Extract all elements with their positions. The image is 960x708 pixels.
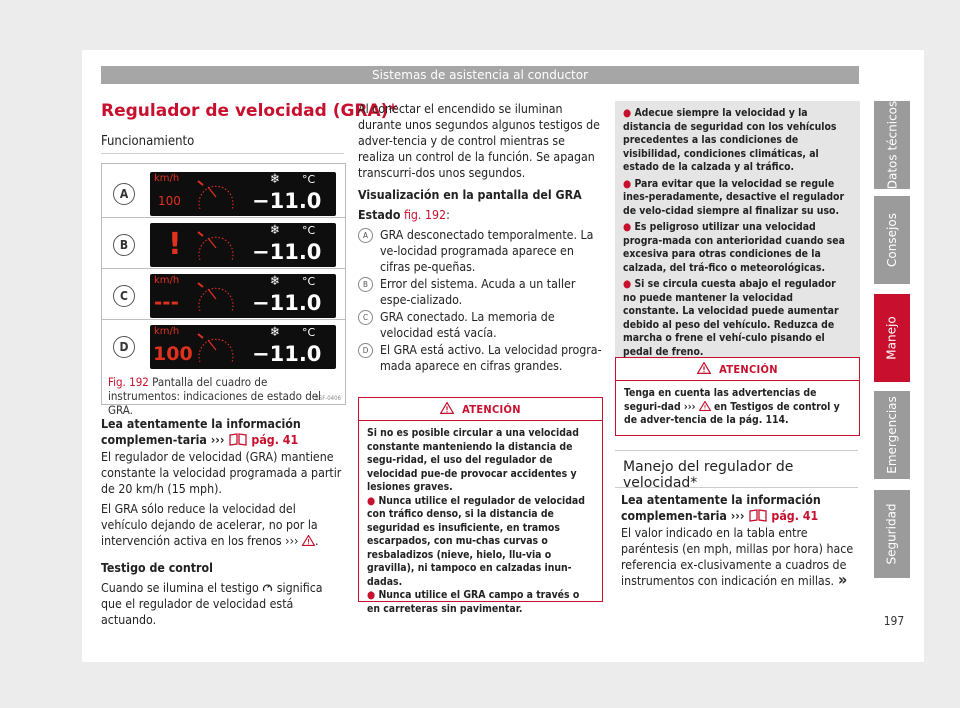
estado-colon: :: [446, 208, 450, 222]
col1-para-3a: Cuando se ilumina el testigo: [101, 581, 259, 595]
display-temperature: −11.0: [252, 291, 322, 315]
col2-text: [358, 101, 602, 375]
instrument-display: [150, 325, 336, 369]
figure-caption-text: Pantalla del cuadro de instrumentos: indicaciones de estado del GRA.: [108, 375, 322, 417]
warning-2-text-a: Tenga en cuenta las advertencias de seguri-dad ›››: [624, 387, 817, 413]
display-speed-value: !: [168, 227, 182, 262]
speedometer-dial-icon: [194, 226, 238, 266]
row-letter-circle: C: [113, 285, 135, 307]
estado-label: Estado: [358, 208, 401, 222]
state-text: Error del sistema. Acuda a un taller espe-cializado.: [380, 277, 576, 307]
display-speed-value: 100: [158, 194, 181, 208]
cont-bullet-2: ● Para evitar que la velocidad se regule ines-peradamente, desactive el regulador de velo-cidad siempre al finalizar su uso.: [623, 177, 845, 217]
tab-datos-tecnicos[interactable]: [874, 101, 910, 189]
display-speed-value: ---: [154, 290, 179, 314]
instrument-display: [150, 274, 336, 318]
warning-box-1-body: [359, 421, 602, 622]
page-number: 197: [883, 614, 905, 628]
intro-note: Lea atentamente la información complemen-taria ›››: [101, 417, 301, 447]
warning-1-para: Si no es posible circular a una velocidad constante manteniendo la distancia de segu-ridad, el uso del regulador de velocidad pue-de provocar accidentes y lesiones graves.: [367, 427, 579, 493]
warning-box-1-title: ATENCIÓN: [462, 402, 521, 416]
figure-row-label: [102, 323, 146, 371]
speedometer-dial-icon: [194, 175, 238, 215]
cont-bullet-2-text: Para evitar que la velocidad se regule ines-peradamente, desactive el regulador de velo-cidad siempre al finalizar su uso.: [623, 177, 845, 217]
state-text: El GRA está activo. La velocidad progra-mada aparece en cifras grandes.: [380, 343, 602, 373]
state-text: GRA desconectado temporalmente. La ve-locidad programada aparece en cifras pe-queñas.: [380, 228, 594, 274]
state-letter: A: [358, 228, 373, 243]
tab-consejos[interactable]: [874, 196, 910, 284]
display-degree-unit: °C: [302, 326, 316, 339]
book-icon: [228, 433, 248, 447]
instrument-display: [150, 223, 336, 267]
figure-number: Fig. 192: [108, 375, 149, 389]
display-temperature: −11.0: [252, 342, 322, 366]
row-letter-circle: B: [113, 234, 135, 256]
state-item: [358, 227, 602, 275]
warning-icon: [697, 362, 711, 377]
cont-bullet-1: ● Adecue siempre la velocidad y la distancia de seguridad con los vehículos precedentes a las condiciones de visibilidad, condiciones climáticas, al estado de la calzada y al tráfico.: [623, 107, 837, 173]
cont-bullet-3: ● Es peligroso utilizar una velocidad progra-mada con anterioridad cuando sea excesiva para otras condiciones de la calzada, del trá-fico o meteorológicas.: [623, 221, 845, 274]
tab-label: Seguridad: [885, 503, 900, 565]
col1-para-1: El regulador de velocidad (GRA) mantiene constante la velocidad programada a partir de 20 km/h (15 mph).: [101, 450, 342, 496]
warning-1-bullet-2: ● Nunca utilice el GRA campo a través o en carreteras sin pavimentar.: [367, 589, 580, 615]
warning-1-bullet-1-text: Nunca utilice el regulador de velocidad con tráfico denso, si la distancia de seguridad es insuficiente, en tramos escarpados, con mu-chas curvas o resbaladizos (nieve, hielo, llu-via o gravilla), ni tampoco en calzadas inun-dadas.: [367, 494, 585, 588]
warning-icon: [302, 534, 315, 548]
warning-box-2-body: [616, 381, 859, 434]
intro-page-link[interactable]: pág. 41: [251, 433, 299, 447]
figure-row-label: [102, 221, 146, 269]
figure-row-separator: [102, 217, 345, 218]
warning-icon: [699, 401, 711, 413]
figure-caption: [108, 375, 340, 417]
tab-label: Datos técnicos: [885, 100, 899, 190]
snowflake-icon: ❄: [270, 325, 280, 340]
cont-bullet-4-text: Si se circula cuesta abajo el regulador no puede mantener la velocidad constante. La velocidad puede aumentar debido al peso del vehículo. Reduzca de marcha o frene el vehí-culo pisando el pedal de freno.: [623, 278, 839, 358]
state-item: [358, 276, 602, 308]
col1-para-3b: significa que el regulador de velocidad está actuando.: [101, 581, 323, 627]
tab-label: Consejos: [885, 213, 900, 267]
warning-1-bullet-2-text: Nunca utilice el GRA campo a través o en carreteras sin pavimentar.: [367, 589, 580, 615]
state-item: [358, 342, 602, 374]
continue-marker: »: [838, 570, 848, 589]
warning-box-2-title: ATENCIÓN: [719, 362, 778, 376]
testigo-heading: Testigo de control: [101, 561, 213, 575]
state-list: [358, 227, 602, 374]
tab-manejo[interactable]: [874, 294, 910, 382]
figure-row-separator: [102, 319, 345, 320]
display-degree-unit: °C: [302, 173, 316, 186]
col3-para-1: El valor indicado en la tabla entre paréntesis (en mph, millas por hora) hace referencia ex-clusivamente a cuadros de instrumentos con indicación en millas.: [621, 526, 854, 588]
book-icon: [748, 509, 768, 523]
visualizacion-heading: Visualización en la pantalla del GRA: [358, 188, 582, 202]
warning-box-1-header: [359, 398, 602, 421]
tab-label: Emergencias: [885, 396, 899, 474]
row-letter-circle: A: [113, 183, 135, 205]
warning-2-text-b: en Testigos de control y de adver-tencia de la pág. 114.: [624, 400, 840, 426]
row-letter-circle: D: [113, 336, 135, 358]
state-letter: B: [358, 277, 373, 292]
estado-fig-ref[interactable]: fig. 192: [403, 208, 447, 222]
col3-text: [621, 492, 858, 589]
speedometer-dial-icon: [194, 328, 238, 368]
state-letter: D: [358, 343, 373, 358]
col2-para-1: Al conectar el encendido se iluminan durante unos segundos algunos testigos de adver-tencia y de control mientras se realiza un control de la función. Se apagan transcurri-dos unos segundos.: [358, 102, 600, 180]
speedometer-dial-icon: [194, 277, 238, 317]
warning-icon: [440, 402, 454, 417]
display-temperature: −11.0: [252, 189, 322, 213]
state-letter: C: [358, 310, 373, 325]
manejo-heading-box: [615, 450, 858, 491]
figure-code: B5F-0406: [315, 395, 341, 402]
warning-continuation-box: [615, 101, 860, 357]
display-temperature: −11.0: [252, 240, 322, 264]
col1-para-2: El GRA sólo reduce la velocidad del vehículo dejando de acelerar, no por la intervención activa en los frenos ›››: [101, 502, 318, 548]
cont-bullet-3-text: Es peligroso utilizar una velocidad progra-mada con anterioridad cuando sea excesiva para otras condiciones de la calzada, del trá-fico o meteorológicas.: [623, 221, 845, 274]
intro-note-2: Lea atentamente la información complemen-taria ›››: [621, 493, 821, 523]
warning-box-2-header: [616, 358, 859, 381]
cruise-control-icon: [262, 581, 273, 595]
tab-emergencias[interactable]: [874, 391, 910, 479]
warning-box-1: [358, 397, 603, 615]
warning-1-bullet-1: ● Nunca utilice el regulador de velocidad con tráfico denso, si la distancia de seguridad es insuficiente, en tramos escarpados, con mu-chas curvas o resbaladizos (nieve, hielo, llu-via o gravilla), ni tampoco en calzadas inun-dadas.: [367, 494, 585, 588]
cont-bullet-4: ● Si se circula cuesta abajo el regulador no puede mantener la velocidad constante. La velocidad puede aumentar debido al peso del vehículo. Reduzca de marcha o frene el vehí-culo pisando el pedal de freno.: [623, 278, 839, 358]
instrument-display: [150, 172, 336, 216]
display-unit: km/h: [154, 275, 180, 286]
col1-text: Lea atentamente la información complemen-taria ››› pág. 41 El regulador de velocidad (GRA) mantiene constante la velocidad programada a partir de 20 km/h (15 mph). El GRA sólo reduce la velocidad del vehículo dejando de acelerar, no por la intervención activa en los frenos ››› . Testigo de control Cuando se ilumina el testigo significa que el regulador de velocidad está actuando.: [101, 416, 344, 628]
state-text: GRA conectado. La memoria de velocidad está vacía.: [380, 310, 555, 340]
display-degree-unit: °C: [302, 275, 316, 288]
snowflake-icon: ❄: [270, 223, 280, 238]
warning-box-2: [615, 357, 860, 436]
snowflake-icon: ❄: [270, 274, 280, 289]
snowflake-icon: ❄: [270, 172, 280, 187]
display-speed-value: 100: [153, 343, 193, 365]
figure-row-label: [102, 170, 146, 218]
tab-label: Manejo: [885, 316, 899, 360]
figure-192: [101, 163, 346, 405]
display-unit: km/h: [154, 173, 180, 184]
manejo-heading: Manejo del regulador de velocidad*: [623, 459, 794, 491]
subtitle-rule: [101, 153, 344, 154]
state-item: [358, 309, 602, 341]
display-unit: km/h: [154, 326, 180, 337]
figure-row-label: [102, 272, 146, 320]
section-title: Regulador de velocidad (GRA)*: [101, 101, 398, 121]
tab-seguridad[interactable]: [874, 490, 910, 578]
cont-bullet-1-text: Adecue siempre la velocidad y la distancia de seguridad con los vehículos precedentes a las condiciones de visibilidad, condiciones climáticas, al estado de la calzada y al tráfico.: [623, 107, 837, 173]
section-subtitle: Funcionamiento: [101, 134, 195, 149]
running-header: Sistemas de asistencia al conductor: [101, 66, 859, 84]
intro-page-link-2[interactable]: pág. 41: [771, 509, 819, 523]
figure-row-separator: [102, 268, 345, 269]
display-degree-unit: °C: [302, 224, 316, 237]
